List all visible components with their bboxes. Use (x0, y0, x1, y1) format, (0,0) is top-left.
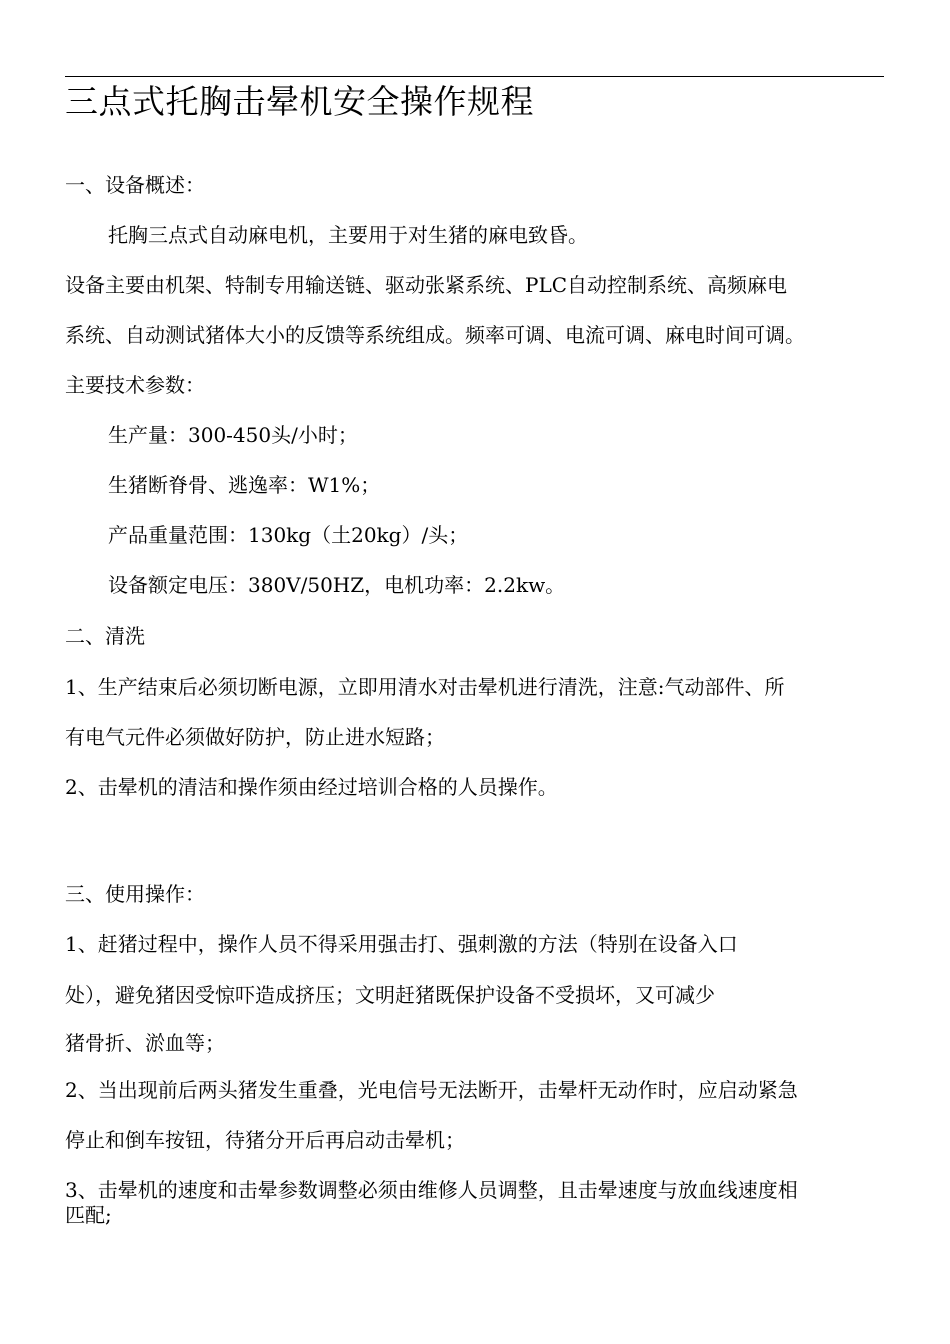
section-2-item-1-line-2: 有电气元件必须做好防护，防止进水短路； (65, 725, 445, 749)
section-3-item-1-line-3: 猪骨折、淤血等； (65, 1031, 225, 1055)
section-2-heading: 二、清洗 (65, 624, 145, 648)
param-item: 生猪断脊骨、逃逸率：W1%； (108, 473, 381, 497)
param-item: 产品重量范围：130kg（土20kg）/头； (108, 523, 469, 547)
section-3-item-2-line-2: 停止和倒车按钮，待猪分开后再启动击晕机； (65, 1128, 465, 1152)
param-item: 生产量：300-450头/小时； (108, 423, 358, 447)
section-3-item-3-line-1: 3、击晕机的速度和击晕参数调整必须由维修人员调整，且击晕速度与放血线速度相 (65, 1178, 798, 1202)
section-1-intro: 托胸三点式自动麻电机，主要用于对生猪的麻电致昏。 (108, 223, 588, 247)
section-2-item-2: 2、击晕机的清洁和操作须由经过培训合格的人员操作。 (65, 775, 558, 799)
section-3-item-3-line-2: 匹配; (65, 1203, 112, 1227)
section-3-item-1-line-1: 1、赶猪过程中，操作人员不得采用强击打、强刺激的方法（特别在设备入口 (65, 932, 738, 956)
section-1-desc-line-2: 系统、自动测试猪体大小的反馈等系统组成。频率可调、电流可调、麻电时间可调。 (65, 323, 805, 347)
section-3-item-2-line-1: 2、当出现前后两头猪发生重叠，光电信号无法断开，击晕杆无动作时，应启动紧急 (65, 1078, 798, 1102)
section-2-item-1-line-1: 1、生产结束后必须切断电源，立即用清水对击晕机进行清洗，注意:气动部件、所 (65, 675, 785, 699)
section-1-heading: 一、设备概述： (65, 173, 205, 197)
section-3-item-1-line-2: 处），避免猪因受惊吓造成挤压；文明赶猪既保护设备不受损坏，又可减少 (65, 983, 715, 1007)
param-item: 设备额定电压：380V/50HZ，电机功率：2.2kw。 (108, 573, 566, 597)
section-3-heading: 三、使用操作： (65, 882, 205, 906)
document-title: 三点式托胸击晕机安全操作规程 (65, 82, 534, 121)
section-1-desc-line-1: 设备主要由机架、特制专用输送链、驱动张紧系统、PLC自动控制系统、高频麻电 (65, 273, 788, 297)
header-rule (65, 76, 884, 77)
params-heading: 主要技术参数： (65, 373, 205, 397)
